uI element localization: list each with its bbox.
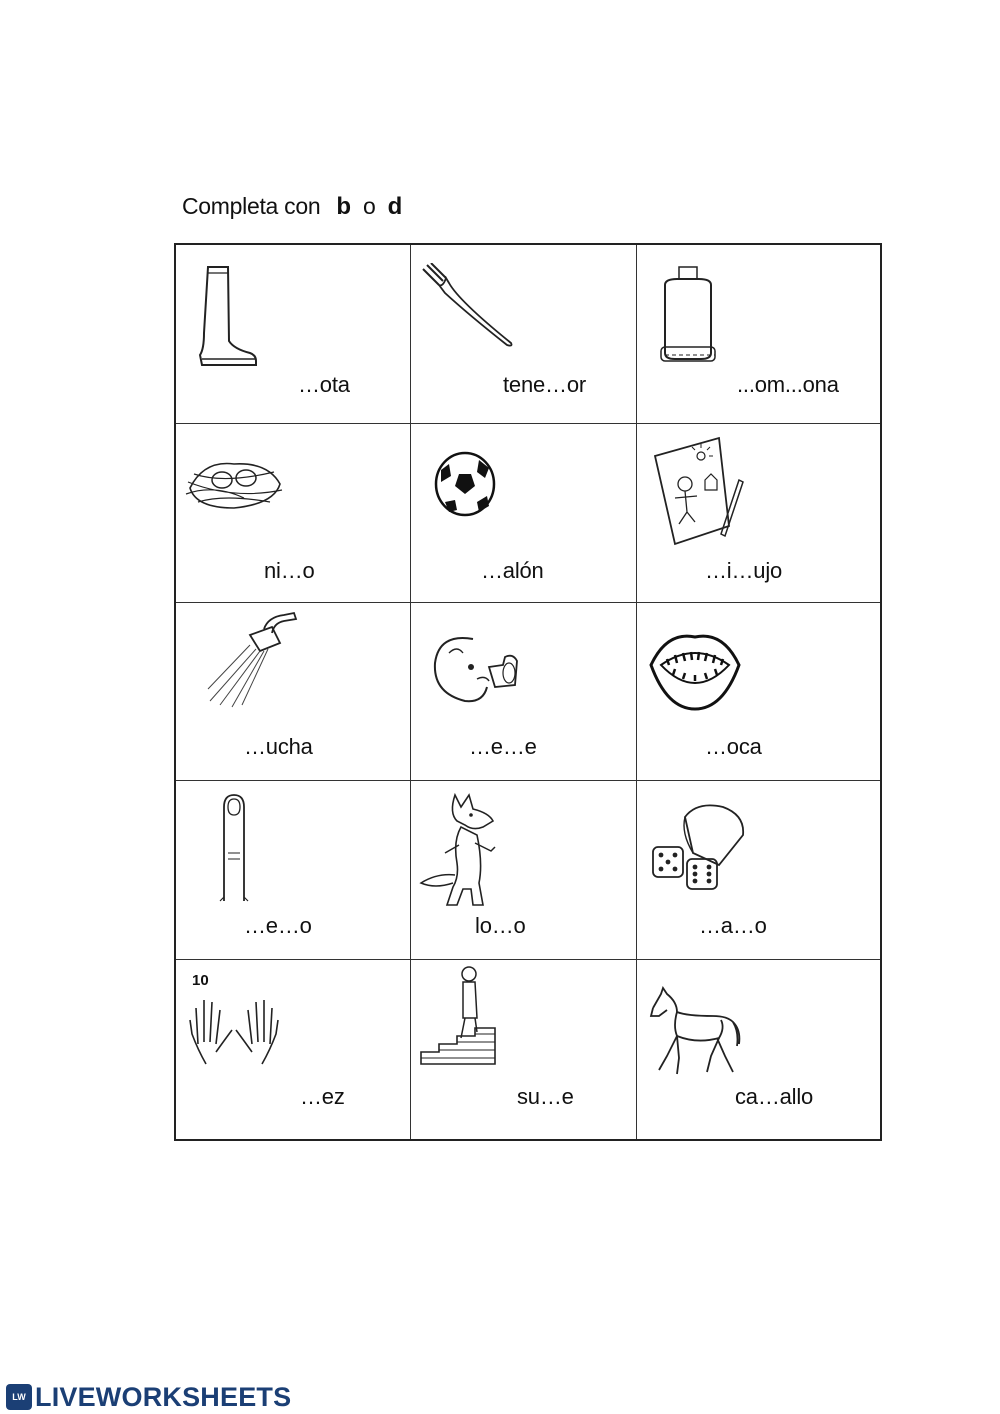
word-wolf: lo…o <box>475 913 526 939</box>
exercise-cell-ten-fingers <box>176 960 411 1139</box>
word-nest: ni…o <box>264 557 315 583</box>
word-mouth: …oca <box>705 733 762 759</box>
exercise-cell-horse <box>637 960 880 1139</box>
boot-icon <box>194 263 259 368</box>
word-soccer-ball: …alón <box>481 557 544 583</box>
baby-drinking-icon <box>429 627 524 707</box>
shower-icon <box>206 609 301 709</box>
number-badge: 10 <box>192 972 209 990</box>
soccer-ball-icon <box>433 450 497 518</box>
exercise-cell-nest <box>176 424 411 603</box>
exercise-cell-finger <box>176 781 411 960</box>
exercise-cell-dice <box>637 781 880 960</box>
word-gas-cylinder: ...om...ona <box>737 372 839 397</box>
exercise-grid <box>174 243 882 1141</box>
word-fork: tene…or <box>503 372 586 397</box>
brand-name: LIVEWORKSHEETS <box>35 1381 292 1412</box>
mouth-icon <box>647 623 743 715</box>
word-ten-fingers: …ez <box>300 1084 345 1110</box>
wolf-icon <box>417 791 507 909</box>
horse-icon <box>647 986 743 1082</box>
exercise-cell-stairs <box>411 960 637 1139</box>
logo-mark: LW <box>12 1391 26 1402</box>
dice-icon <box>649 795 745 895</box>
exercise-cell-soccer-ball <box>411 424 637 603</box>
ten-fingers-icon <box>186 994 282 1066</box>
word-horse: ca…allo <box>735 1084 814 1110</box>
letter-b: b <box>336 193 351 220</box>
exercise-cell-drawing <box>637 424 880 603</box>
exercise-cell-baby-drinking <box>411 603 637 782</box>
exercise-cell-mouth <box>637 603 880 782</box>
instruction-prefix: Completa con <box>182 193 321 219</box>
liveworksheets-logo-icon <box>6 1384 32 1410</box>
exercise-cell-gas-cylinder <box>637 245 880 424</box>
footer-brand <box>6 1381 291 1413</box>
word-baby-drinking: …e…e <box>469 733 537 759</box>
instruction-conjunction: o <box>362 193 376 219</box>
word-drawing: …i…ujo <box>705 557 783 583</box>
gas-cylinder-icon <box>657 263 719 368</box>
word-stairs: su…e <box>517 1084 574 1110</box>
word-finger: …e…o <box>244 913 312 939</box>
word-dice: …a…o <box>699 913 767 939</box>
instruction-text <box>182 193 402 221</box>
exercise-cell-boot <box>176 245 411 424</box>
exercise-cell-shower <box>176 603 411 782</box>
letter-d: d <box>387 193 403 220</box>
fork-icon <box>419 263 519 348</box>
nest-icon <box>184 454 284 519</box>
exercise-cell-wolf <box>411 781 637 960</box>
word-boot: …ota <box>298 372 350 397</box>
word-shower: …ucha <box>244 733 313 759</box>
exercise-cell-fork <box>411 245 637 424</box>
finger-icon <box>214 791 254 903</box>
stairs-icon <box>419 964 513 1066</box>
drawing-icon <box>649 434 744 546</box>
